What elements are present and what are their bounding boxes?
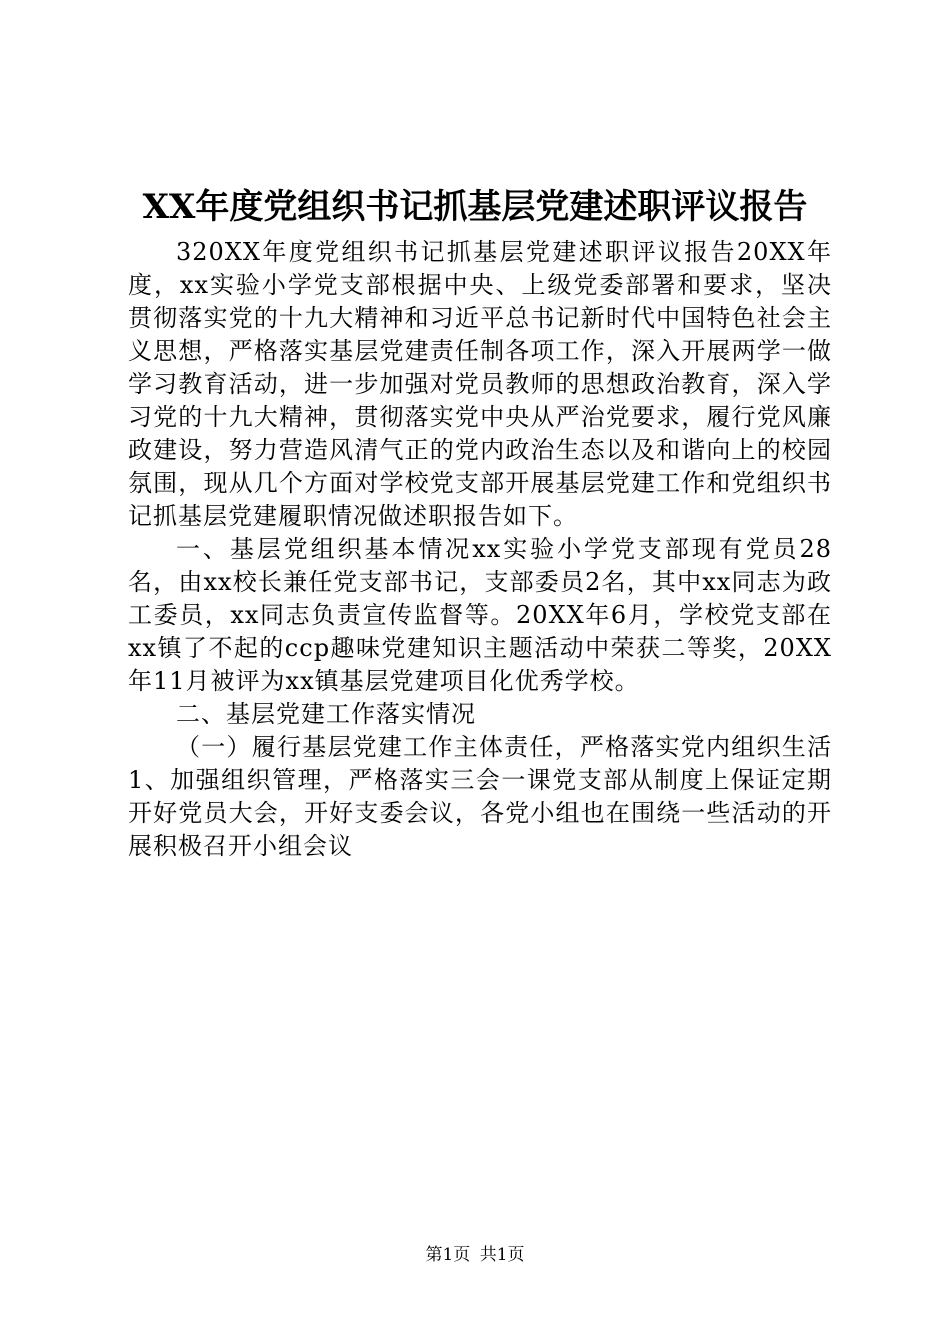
paragraph-section-1: 一、基层党组织基本情况xx实验小学党支部现有党员28名，由xx校长兼任党支部书记，支部委员2名，其中xx同志为政工委员，xx同志负责宣传监督等。20XX年6月，学校党支部在xx镇了不起的ccp趣味党建知识主题活动中荣获二等奖，20XX年11月被评为xx镇基层党建项目化优秀学校。 — [128, 535, 832, 695]
paragraph-subsection-1: （一）履行基层党建工作主体责任，严格落实党内组织生活1、加强组织管理，严格落实三会一课党支部从制度上保证定期开好党员大会，开好支委会议，各党小组也在围绕一些活动的开展积极召开小组会议 — [128, 733, 832, 860]
paragraph-section-2-heading: 二、基层党建工作落实情况 — [176, 700, 476, 728]
page-number: 第1页 — [425, 1245, 471, 1265]
document-body — [128, 236, 832, 863]
document-title: XX年度党组织书记抓基层党建述职评议报告 — [142, 187, 808, 227]
page-footer — [0, 1244, 950, 1266]
paragraph-intro: 320XX年度党组织书记抓基层党建述职评议报告20XX年度，xx实验小学党支部根据中央、上级党委部署和要求，坚决贯彻落实党的十九大精神和习近平总书记新时代中国特色社会主义思想，严格落实基层党建责任制各项工作，深入开展两学一做学习教育活动，进一步加强对党员教师的思想政治教育，深入学习党的十九大精神，贯彻落实党中央从严治党要求，履行党风廉政建设，努力营造风清气正的党内政治生态以及和谐向上的校园氛围，现从几个方面对学校党支部开展基层党建工作和党组织书记抓基层党建履职情况做述职报告如下。 — [128, 238, 832, 530]
page-total: 共1页 — [479, 1245, 525, 1265]
